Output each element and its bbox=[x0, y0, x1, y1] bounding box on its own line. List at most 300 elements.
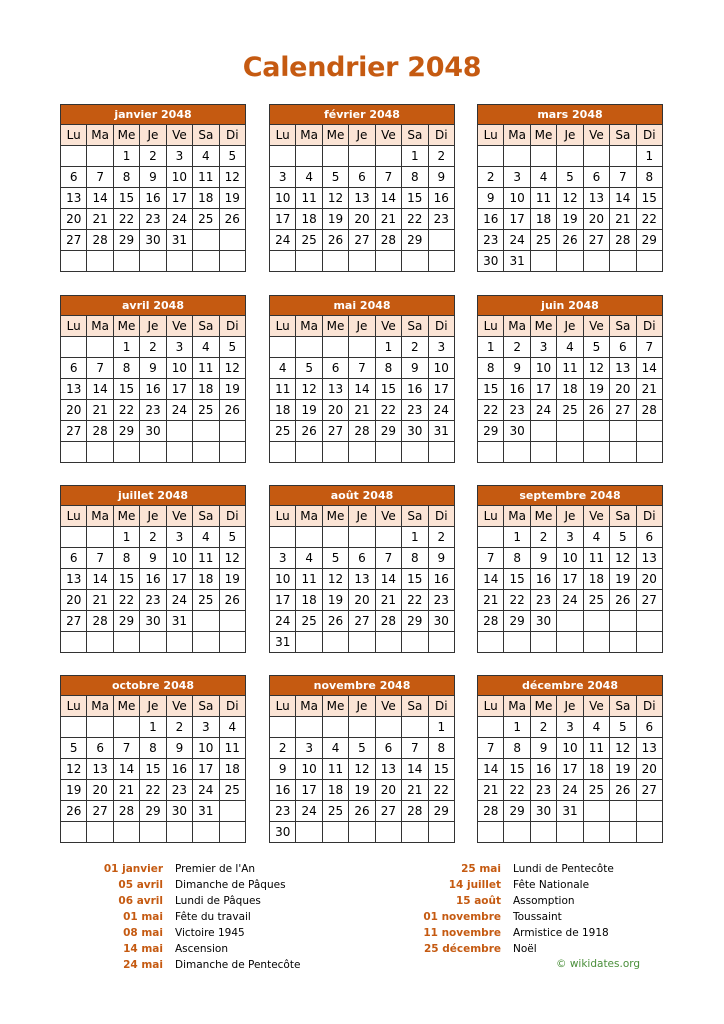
day-cell: 19 bbox=[322, 209, 348, 230]
day-cell: 8 bbox=[402, 548, 428, 569]
empty-day-cell bbox=[504, 822, 530, 843]
weekday-header: Je bbox=[140, 125, 166, 146]
day-cell: 9 bbox=[428, 167, 454, 188]
day-cell: 14 bbox=[113, 759, 139, 780]
day-cell: 26 bbox=[296, 421, 322, 442]
weekday-header: Je bbox=[557, 125, 583, 146]
month-table bbox=[60, 295, 246, 463]
empty-day-cell bbox=[610, 632, 636, 653]
day-cell: 30 bbox=[428, 611, 454, 632]
holiday-date: 14 mai bbox=[123, 943, 163, 955]
day-cell: 25 bbox=[296, 230, 322, 251]
day-cell: 2 bbox=[530, 717, 556, 738]
day-cell: 20 bbox=[61, 209, 87, 230]
holiday-item bbox=[60, 957, 300, 973]
day-cell: 20 bbox=[87, 780, 113, 801]
weekday-header: Me bbox=[322, 125, 348, 146]
week-row bbox=[478, 442, 663, 463]
empty-day-cell bbox=[610, 442, 636, 463]
day-cell: 19 bbox=[610, 569, 636, 590]
month-calendar bbox=[60, 104, 246, 272]
holiday-item bbox=[380, 877, 614, 893]
day-cell: 9 bbox=[166, 738, 192, 759]
empty-day-cell bbox=[61, 717, 87, 738]
empty-day-cell bbox=[61, 146, 87, 167]
empty-day-cell bbox=[166, 822, 192, 843]
day-cell: 15 bbox=[428, 759, 454, 780]
day-cell: 6 bbox=[61, 548, 87, 569]
day-cell: 23 bbox=[428, 590, 454, 611]
holiday-name: Victoire 1945 bbox=[175, 927, 245, 939]
empty-day-cell bbox=[349, 632, 375, 653]
day-cell: 31 bbox=[166, 230, 192, 251]
empty-day-cell bbox=[402, 632, 428, 653]
weekday-header: Me bbox=[322, 506, 348, 527]
month-title: juin 2048 bbox=[478, 296, 663, 316]
day-cell: 1 bbox=[113, 527, 139, 548]
weekday-header: Di bbox=[428, 316, 454, 337]
week-row bbox=[61, 442, 246, 463]
day-cell: 27 bbox=[349, 611, 375, 632]
empty-day-cell bbox=[166, 421, 192, 442]
day-cell: 4 bbox=[219, 717, 245, 738]
day-cell: 24 bbox=[166, 590, 192, 611]
day-cell: 13 bbox=[61, 569, 87, 590]
day-cell: 20 bbox=[322, 400, 348, 421]
day-cell: 17 bbox=[166, 379, 192, 400]
day-cell: 7 bbox=[113, 738, 139, 759]
day-cell: 15 bbox=[402, 188, 428, 209]
day-cell: 3 bbox=[504, 167, 530, 188]
day-cell: 10 bbox=[270, 569, 296, 590]
day-cell: 17 bbox=[428, 379, 454, 400]
day-cell: 12 bbox=[322, 569, 348, 590]
day-cell: 23 bbox=[270, 801, 296, 822]
day-cell: 26 bbox=[322, 230, 348, 251]
day-cell: 17 bbox=[166, 569, 192, 590]
weekday-header: Lu bbox=[478, 125, 504, 146]
empty-day-cell bbox=[610, 421, 636, 442]
day-cell: 3 bbox=[193, 717, 219, 738]
day-cell: 4 bbox=[583, 717, 609, 738]
day-cell: 24 bbox=[270, 230, 296, 251]
empty-day-cell bbox=[636, 801, 662, 822]
empty-day-cell bbox=[610, 611, 636, 632]
day-cell: 27 bbox=[583, 230, 609, 251]
month-table bbox=[60, 675, 246, 843]
day-cell: 13 bbox=[61, 188, 87, 209]
month-calendar bbox=[269, 295, 455, 463]
day-cell: 27 bbox=[636, 590, 662, 611]
empty-day-cell bbox=[296, 632, 322, 653]
day-cell: 26 bbox=[557, 230, 583, 251]
week-row bbox=[478, 337, 663, 358]
day-cell: 14 bbox=[636, 358, 662, 379]
day-cell: 27 bbox=[61, 230, 87, 251]
day-cell: 17 bbox=[530, 379, 556, 400]
day-cell: 7 bbox=[375, 548, 401, 569]
week-row bbox=[478, 611, 663, 632]
day-cell: 21 bbox=[87, 209, 113, 230]
day-cell: 30 bbox=[140, 230, 166, 251]
day-cell: 3 bbox=[166, 146, 192, 167]
week-row bbox=[61, 146, 246, 167]
empty-day-cell bbox=[428, 442, 454, 463]
week-row bbox=[61, 421, 246, 442]
empty-day-cell bbox=[636, 632, 662, 653]
week-row bbox=[478, 801, 663, 822]
day-cell: 29 bbox=[113, 421, 139, 442]
day-cell: 7 bbox=[636, 337, 662, 358]
week-row bbox=[270, 188, 455, 209]
month-calendar bbox=[477, 104, 663, 272]
holiday-item bbox=[380, 941, 614, 957]
empty-day-cell bbox=[296, 146, 322, 167]
day-cell: 5 bbox=[349, 738, 375, 759]
day-cell: 10 bbox=[557, 548, 583, 569]
weekday-header: Je bbox=[349, 125, 375, 146]
empty-day-cell bbox=[530, 251, 556, 272]
day-cell: 24 bbox=[193, 780, 219, 801]
day-cell: 28 bbox=[87, 611, 113, 632]
footer-credit[interactable]: © wikidates.org bbox=[556, 958, 641, 970]
day-cell: 12 bbox=[296, 379, 322, 400]
day-cell: 12 bbox=[610, 548, 636, 569]
weekday-header: Sa bbox=[402, 696, 428, 717]
weekday-header: Ma bbox=[504, 125, 530, 146]
week-row bbox=[270, 759, 455, 780]
month-title: mai 2048 bbox=[270, 296, 455, 316]
empty-day-cell bbox=[530, 421, 556, 442]
empty-day-cell bbox=[296, 717, 322, 738]
day-cell: 2 bbox=[140, 146, 166, 167]
day-cell: 14 bbox=[610, 188, 636, 209]
day-cell: 20 bbox=[61, 590, 87, 611]
month-title: septembre 2048 bbox=[478, 486, 663, 506]
empty-day-cell bbox=[375, 442, 401, 463]
day-cell: 23 bbox=[166, 780, 192, 801]
weekday-header: Me bbox=[530, 125, 556, 146]
day-cell: 13 bbox=[375, 759, 401, 780]
day-cell: 12 bbox=[61, 759, 87, 780]
weekday-header: Ve bbox=[583, 506, 609, 527]
day-cell: 3 bbox=[270, 548, 296, 569]
day-cell: 4 bbox=[583, 527, 609, 548]
day-cell: 14 bbox=[402, 759, 428, 780]
day-cell: 16 bbox=[402, 379, 428, 400]
empty-day-cell bbox=[375, 527, 401, 548]
day-cell: 13 bbox=[610, 358, 636, 379]
day-cell: 21 bbox=[87, 590, 113, 611]
empty-day-cell bbox=[193, 230, 219, 251]
empty-day-cell bbox=[557, 251, 583, 272]
weekday-header: Ma bbox=[296, 316, 322, 337]
weekday-header: Me bbox=[113, 696, 139, 717]
page-title: Calendrier 2048 bbox=[242, 52, 482, 83]
day-cell: 22 bbox=[113, 400, 139, 421]
day-cell: 30 bbox=[402, 421, 428, 442]
day-cell: 20 bbox=[610, 379, 636, 400]
empty-day-cell bbox=[402, 442, 428, 463]
weekday-header: Lu bbox=[270, 696, 296, 717]
weekday-header: Di bbox=[428, 125, 454, 146]
day-cell: 27 bbox=[636, 780, 662, 801]
week-row bbox=[61, 188, 246, 209]
month-title: janvier 2048 bbox=[61, 105, 246, 125]
week-row bbox=[478, 146, 663, 167]
week-row bbox=[61, 527, 246, 548]
day-cell: 29 bbox=[113, 230, 139, 251]
day-cell: 22 bbox=[113, 209, 139, 230]
week-row bbox=[270, 421, 455, 442]
empty-day-cell bbox=[557, 442, 583, 463]
weekday-header: Me bbox=[113, 316, 139, 337]
empty-day-cell bbox=[270, 442, 296, 463]
day-cell: 15 bbox=[113, 188, 139, 209]
empty-day-cell bbox=[402, 717, 428, 738]
day-cell: 8 bbox=[428, 738, 454, 759]
empty-day-cell bbox=[322, 717, 348, 738]
holiday-item bbox=[60, 861, 300, 877]
empty-day-cell bbox=[61, 822, 87, 843]
day-cell: 16 bbox=[428, 188, 454, 209]
day-cell: 9 bbox=[504, 358, 530, 379]
weekday-header: Ve bbox=[583, 316, 609, 337]
empty-day-cell bbox=[349, 146, 375, 167]
day-cell: 17 bbox=[193, 759, 219, 780]
day-cell: 3 bbox=[428, 337, 454, 358]
month-title: décembre 2048 bbox=[478, 676, 663, 696]
day-cell: 21 bbox=[375, 590, 401, 611]
day-cell: 28 bbox=[87, 421, 113, 442]
day-cell: 28 bbox=[375, 611, 401, 632]
week-row bbox=[270, 801, 455, 822]
weekday-header: Ve bbox=[375, 696, 401, 717]
empty-day-cell bbox=[140, 251, 166, 272]
empty-day-cell bbox=[322, 146, 348, 167]
empty-day-cell bbox=[478, 717, 504, 738]
week-row bbox=[270, 548, 455, 569]
weekday-header: Sa bbox=[402, 125, 428, 146]
weekday-header: Je bbox=[349, 696, 375, 717]
empty-day-cell bbox=[557, 611, 583, 632]
weekday-header: Sa bbox=[193, 696, 219, 717]
day-cell: 24 bbox=[504, 230, 530, 251]
day-cell: 8 bbox=[636, 167, 662, 188]
day-cell: 7 bbox=[375, 167, 401, 188]
holiday-date: 05 avril bbox=[118, 879, 163, 891]
weekday-header: Sa bbox=[402, 506, 428, 527]
weekday-header: Ma bbox=[296, 506, 322, 527]
day-cell: 16 bbox=[140, 188, 166, 209]
empty-day-cell bbox=[504, 146, 530, 167]
weekday-header: Sa bbox=[402, 316, 428, 337]
day-cell: 11 bbox=[193, 167, 219, 188]
week-row bbox=[270, 337, 455, 358]
empty-day-cell bbox=[583, 251, 609, 272]
day-cell: 2 bbox=[270, 738, 296, 759]
empty-day-cell bbox=[87, 146, 113, 167]
day-cell: 1 bbox=[140, 717, 166, 738]
day-cell: 18 bbox=[557, 379, 583, 400]
day-cell: 25 bbox=[322, 801, 348, 822]
day-cell: 21 bbox=[610, 209, 636, 230]
empty-day-cell bbox=[557, 146, 583, 167]
empty-day-cell bbox=[557, 632, 583, 653]
day-cell: 30 bbox=[530, 611, 556, 632]
day-cell: 13 bbox=[636, 738, 662, 759]
day-cell: 23 bbox=[530, 590, 556, 611]
day-cell: 17 bbox=[270, 590, 296, 611]
day-cell: 27 bbox=[61, 611, 87, 632]
empty-day-cell bbox=[166, 442, 192, 463]
weekday-header: Lu bbox=[61, 506, 87, 527]
weekday-header: Ve bbox=[583, 696, 609, 717]
empty-day-cell bbox=[322, 251, 348, 272]
day-cell: 9 bbox=[270, 759, 296, 780]
holiday-item bbox=[60, 877, 300, 893]
day-cell: 16 bbox=[530, 759, 556, 780]
empty-day-cell bbox=[296, 442, 322, 463]
day-cell: 27 bbox=[322, 421, 348, 442]
day-cell: 17 bbox=[557, 759, 583, 780]
month-table bbox=[269, 104, 455, 272]
week-row bbox=[478, 230, 663, 251]
weekday-header: Ma bbox=[296, 696, 322, 717]
weekday-header: Ma bbox=[87, 506, 113, 527]
week-row bbox=[478, 188, 663, 209]
day-cell: 15 bbox=[504, 569, 530, 590]
day-cell: 19 bbox=[296, 400, 322, 421]
week-row bbox=[478, 590, 663, 611]
holiday-date: 08 mai bbox=[123, 927, 163, 939]
holiday-date: 11 novembre bbox=[423, 927, 501, 939]
empty-day-cell bbox=[428, 251, 454, 272]
day-cell: 12 bbox=[219, 358, 245, 379]
empty-day-cell bbox=[193, 822, 219, 843]
day-cell: 23 bbox=[428, 209, 454, 230]
holiday-list-left bbox=[60, 861, 300, 973]
empty-day-cell bbox=[402, 251, 428, 272]
day-cell: 26 bbox=[61, 801, 87, 822]
weekday-header: Sa bbox=[610, 316, 636, 337]
day-cell: 3 bbox=[270, 167, 296, 188]
empty-day-cell bbox=[270, 146, 296, 167]
day-cell: 24 bbox=[428, 400, 454, 421]
empty-day-cell bbox=[636, 421, 662, 442]
day-cell: 27 bbox=[87, 801, 113, 822]
day-cell: 14 bbox=[375, 569, 401, 590]
day-cell: 11 bbox=[530, 188, 556, 209]
month-table bbox=[269, 485, 455, 653]
holiday-item bbox=[60, 941, 300, 957]
day-cell: 2 bbox=[428, 527, 454, 548]
holiday-name: Toussaint bbox=[513, 911, 562, 923]
empty-day-cell bbox=[322, 337, 348, 358]
weekday-header: Lu bbox=[478, 506, 504, 527]
day-cell: 15 bbox=[478, 379, 504, 400]
empty-day-cell bbox=[113, 822, 139, 843]
week-row bbox=[61, 632, 246, 653]
empty-day-cell bbox=[583, 611, 609, 632]
weekday-header: Je bbox=[140, 696, 166, 717]
empty-day-cell bbox=[219, 230, 245, 251]
holiday-date: 24 mai bbox=[123, 959, 163, 971]
day-cell: 9 bbox=[530, 738, 556, 759]
day-cell: 1 bbox=[504, 717, 530, 738]
day-cell: 6 bbox=[87, 738, 113, 759]
weekday-header: Me bbox=[113, 125, 139, 146]
weekday-header: Lu bbox=[270, 506, 296, 527]
day-cell: 7 bbox=[610, 167, 636, 188]
day-cell: 13 bbox=[636, 548, 662, 569]
day-cell: 24 bbox=[557, 590, 583, 611]
day-cell: 1 bbox=[636, 146, 662, 167]
day-cell: 8 bbox=[402, 167, 428, 188]
weekday-header: Di bbox=[219, 125, 245, 146]
empty-day-cell bbox=[193, 421, 219, 442]
weekday-header: Je bbox=[140, 506, 166, 527]
day-cell: 26 bbox=[219, 590, 245, 611]
month-table bbox=[269, 675, 455, 843]
empty-day-cell bbox=[87, 822, 113, 843]
day-cell: 28 bbox=[375, 230, 401, 251]
empty-day-cell bbox=[61, 337, 87, 358]
day-cell: 4 bbox=[193, 337, 219, 358]
day-cell: 19 bbox=[219, 569, 245, 590]
month-table bbox=[477, 485, 663, 653]
month-calendar bbox=[269, 485, 455, 653]
day-cell: 13 bbox=[61, 379, 87, 400]
day-cell: 10 bbox=[166, 548, 192, 569]
empty-day-cell bbox=[610, 822, 636, 843]
day-cell: 25 bbox=[193, 400, 219, 421]
day-cell: 9 bbox=[530, 548, 556, 569]
empty-day-cell bbox=[557, 421, 583, 442]
day-cell: 26 bbox=[583, 400, 609, 421]
day-cell: 15 bbox=[402, 569, 428, 590]
week-row bbox=[270, 400, 455, 421]
day-cell: 29 bbox=[504, 801, 530, 822]
day-cell: 11 bbox=[193, 358, 219, 379]
empty-day-cell bbox=[296, 251, 322, 272]
empty-day-cell bbox=[61, 442, 87, 463]
month-title: mars 2048 bbox=[478, 105, 663, 125]
day-cell: 6 bbox=[322, 358, 348, 379]
day-cell: 18 bbox=[193, 379, 219, 400]
empty-day-cell bbox=[61, 527, 87, 548]
weekday-header: Lu bbox=[61, 696, 87, 717]
weekday-header: Ve bbox=[166, 506, 192, 527]
empty-day-cell bbox=[140, 442, 166, 463]
day-cell: 28 bbox=[87, 230, 113, 251]
empty-day-cell bbox=[270, 251, 296, 272]
week-row bbox=[478, 167, 663, 188]
day-cell: 11 bbox=[296, 188, 322, 209]
day-cell: 13 bbox=[349, 188, 375, 209]
weekday-header: Je bbox=[557, 696, 583, 717]
day-cell: 10 bbox=[193, 738, 219, 759]
day-cell: 22 bbox=[504, 780, 530, 801]
empty-day-cell bbox=[375, 251, 401, 272]
day-cell: 31 bbox=[557, 801, 583, 822]
day-cell: 23 bbox=[530, 780, 556, 801]
empty-day-cell bbox=[583, 442, 609, 463]
week-row bbox=[270, 590, 455, 611]
day-cell: 7 bbox=[87, 167, 113, 188]
month-calendar bbox=[477, 485, 663, 653]
day-cell: 1 bbox=[402, 527, 428, 548]
